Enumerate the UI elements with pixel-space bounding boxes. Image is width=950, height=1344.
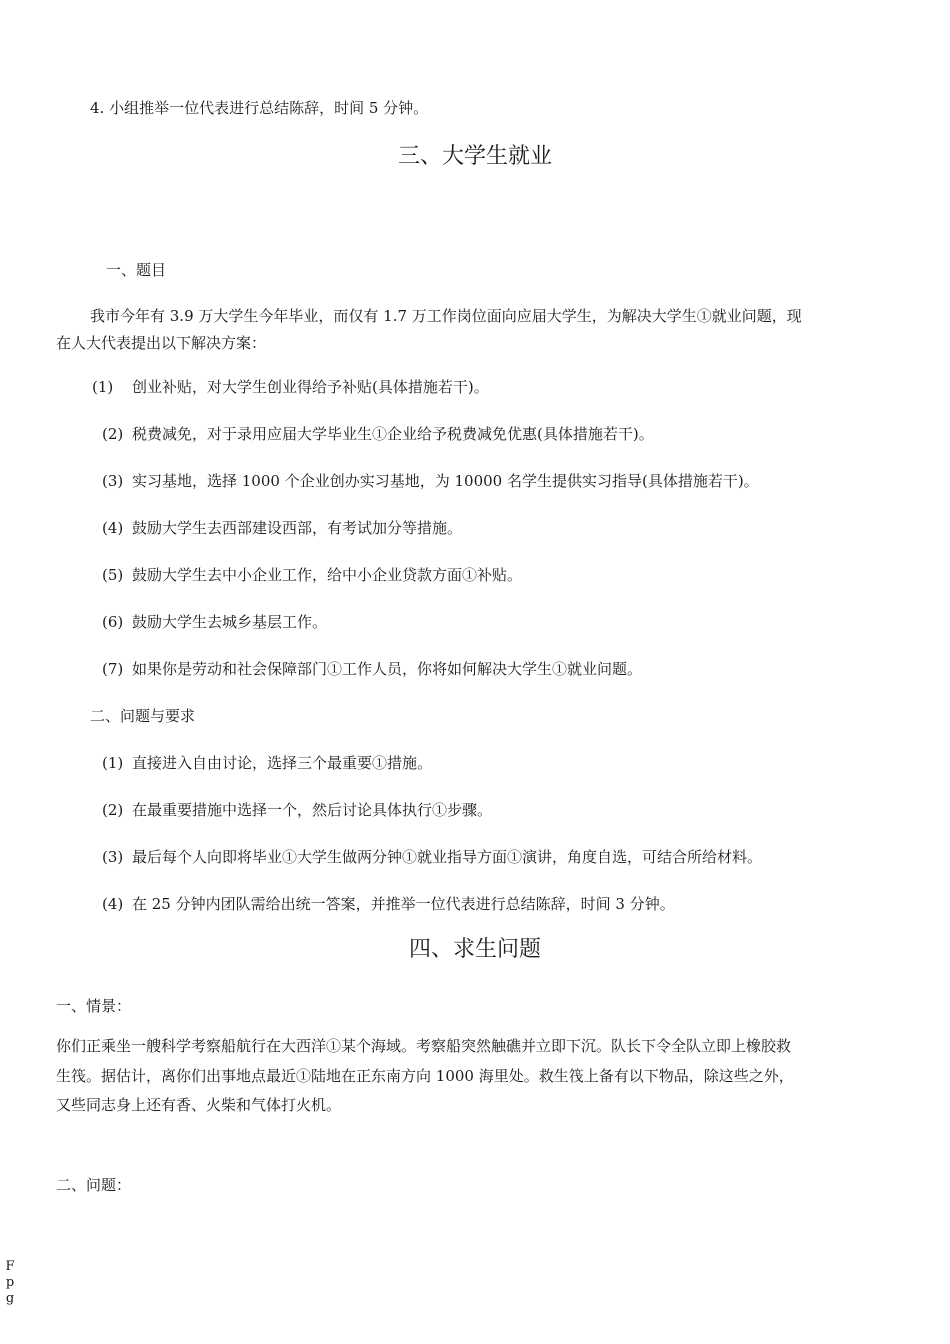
margin-char: F	[5, 1259, 15, 1274]
item-text: 创业补贴，对大学生创业得给予补贴(具体措施若干)。	[132, 378, 489, 396]
margin-char: g	[5, 1291, 15, 1306]
item-number: (4)	[102, 895, 124, 913]
paragraph-line: 在人大代表提出以下解决方案：	[56, 334, 267, 352]
subheading: 二、问题与要求	[90, 707, 196, 725]
item-text: 税费减免，对于录用应届大学毕业生①企业给予税费减免优惠(具体措施若干)。	[132, 425, 654, 443]
list-item	[102, 471, 759, 491]
list-item: 4. 小组推举一位代表进行总结陈辞，时间 5 分钟。	[90, 99, 429, 117]
item-number: (3)	[102, 848, 124, 866]
list-item	[102, 565, 522, 585]
list-item	[102, 612, 327, 632]
item-number: (2)	[102, 425, 124, 443]
item-number: (1)	[92, 378, 114, 396]
item-number: (1)	[102, 754, 124, 772]
list-item	[102, 847, 762, 867]
item-text: 在最重要措施中选择一个，然后讨论具体执行①步骤。	[132, 801, 493, 819]
item-text: 最后每个人向即将毕业①大学生做两分钟①就业指导方面①演讲，角度自选，可结合所给材料。	[132, 848, 763, 866]
subheading: 一、情景：	[56, 997, 132, 1015]
paragraph-line: 又些同志身上还有香、火柴和气体打火机。	[56, 1096, 342, 1114]
item-text: 鼓励大学生去西部建设西部，有考试加分等措施。	[132, 519, 463, 537]
item-number: (6)	[102, 613, 124, 631]
item-text: 在 25 分钟内团队需给出统一答案，并推举一位代表进行总结陈辞，时间 3 分钟。	[132, 895, 675, 913]
paragraph-line: 我市今年有 3.9 万大学生今年毕业，而仅有 1.7 万工作岗位面向应届大学生，为解决大学生①就业问题，现	[90, 307, 802, 325]
list-item	[92, 377, 489, 397]
section-heading: 三、大学生就业	[397, 144, 552, 169]
item-text: 鼓励大学生去城乡基层工作。	[132, 613, 328, 631]
item-text: 实习基地，选择 1000 个企业创办实习基地，为 10000 名学生提供实习指导(具体措施若干)。	[132, 472, 759, 490]
subheading: 二、问题：	[56, 1176, 132, 1194]
subheading: 一、题目	[106, 261, 167, 279]
item-text: 直接进入自由讨论，选择三个最重要①措施。	[132, 754, 433, 772]
item-number: (4)	[102, 519, 124, 537]
list-item	[102, 753, 432, 773]
list-item	[102, 659, 642, 679]
paragraph-line: 生筏。据估计，离你们出事地点最近①陆地在正东南方向 1000 海里处。救生筏上备有以下物品，除这些之外，	[56, 1067, 794, 1085]
list-item	[102, 518, 462, 538]
margin-char: p	[5, 1275, 15, 1290]
item-number: (2)	[102, 801, 124, 819]
item-number: (5)	[102, 566, 124, 584]
item-number: (3)	[102, 472, 124, 490]
list-item	[102, 800, 492, 820]
item-text: 鼓励大学生去中小企业工作，给中小企业贷款方面①补贴。	[132, 566, 523, 584]
section-heading: 四、求生问题	[408, 937, 541, 962]
list-item	[102, 894, 675, 914]
item-number: (7)	[102, 660, 124, 678]
item-text: 如果你是劳动和社会保障部门①工作人员，你将如何解决大学生①就业问题。	[132, 660, 643, 678]
list-item	[102, 424, 654, 444]
paragraph-line: 你们正乘坐一艘科学考察船航行在大西洋①某个海域。考察船突然触礁并立即下沉。队长下令全队立即上橡胶救	[56, 1037, 792, 1055]
